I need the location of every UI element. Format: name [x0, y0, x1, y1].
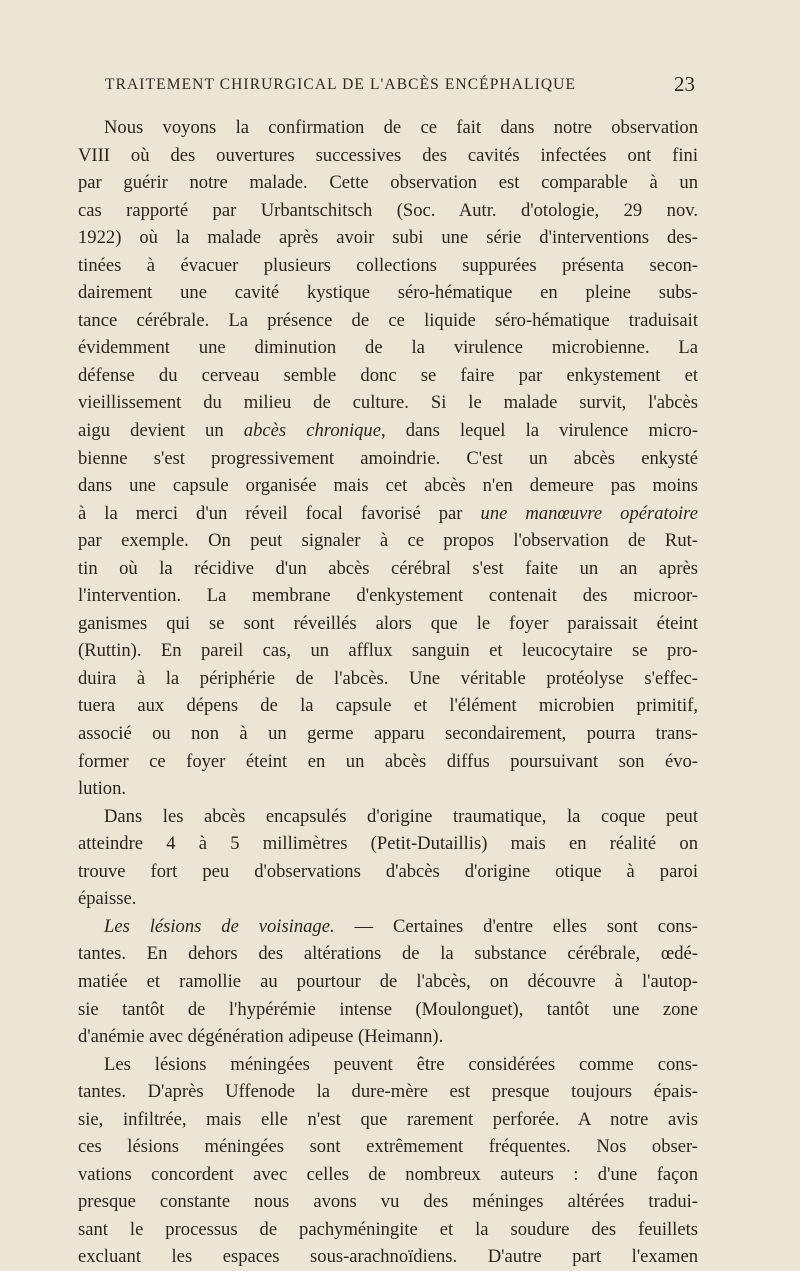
text-run: à la merci d'un réveil focal favorisé par: [78, 502, 481, 524]
italic-term: une manœuvre opératoire: [480, 502, 698, 524]
text-line: vations concordent avec celles de nombreux auteurs : d'une façon: [78, 1163, 698, 1185]
text-line: par exemple. On peut signaler à ce propos l'observation de Rut-: [78, 530, 698, 552]
text-line: matiée et ramollie au pourtour de l'abcès, on découvre à l'autop-: [78, 970, 698, 992]
text-line: atteindre 4 à 5 millimètres (Petit-Dutaillis) mais en réalité on: [78, 833, 698, 855]
text-line: défense du cerveau semble donc se faire par enkystement et: [78, 364, 698, 386]
text-line: associé ou non à un germe apparu secondairement, pourra trans-: [78, 723, 698, 745]
text-line: lution.: [78, 778, 127, 800]
body-text: [78, 114, 698, 1271]
text-run: aigu devient un: [78, 420, 244, 442]
page-header: [105, 72, 695, 102]
text-line: dans une capsule organisée mais cet abcès n'en demeure pas moins: [78, 475, 698, 497]
text-line: bienne s'est progressivement amoindrie. C'est un abcès enkysté: [78, 447, 698, 469]
text-line: VIII où des ouvertures successives des cavités infectées ont fini: [78, 144, 698, 166]
text-line: évidemment une diminution de la virulence microbienne. La: [78, 337, 698, 359]
text-line: duira à la périphérie de l'abcès. Une véritable protéolyse s'effec-: [78, 667, 698, 689]
text-line: tantes. En dehors des altérations de la substance cérébrale, œdé-: [78, 943, 698, 965]
text-line: [78, 417, 698, 445]
text-line: former ce foyer éteint en un abcès diffus poursuivant son évo-: [78, 750, 698, 772]
text-line: sie, infiltrée, mais elle n'est que rarement perforée. A notre avis: [78, 1108, 698, 1130]
text-line: d'anémie avec dégénération adipeuse (Heimann).: [78, 1026, 444, 1048]
text-line: [78, 913, 698, 941]
text-line: sant le processus de pachyméningite et la soudure des feuillets: [78, 1218, 698, 1240]
text-line: sie tantôt de l'hypérémie intense (Moulonguet), tantôt une zone: [78, 998, 698, 1020]
text-line: ces lésions méningées sont extrêmement fréquentes. Nos obser-: [78, 1136, 698, 1158]
text-line: tuera aux dépens de la capsule et l'élément microbien primitif,: [78, 695, 698, 717]
text-line: épaisse.: [78, 888, 137, 910]
text-line: cas rapporté par Urbantschitsch (Soc. Autr. d'otologie, 29 nov.: [78, 199, 698, 221]
text-line: ganismes qui se sont réveillés alors que le foyer paraissait éteint: [78, 612, 698, 634]
text-line: 1922) où la malade après avoir subi une série d'interventions des-: [78, 227, 698, 249]
text-line: vieillissement du milieu de culture. Si le malade survit, l'abcès: [78, 392, 698, 414]
text-run: — Certaines d'entre elles sont cons-: [334, 915, 698, 937]
text-line: Nous voyons la confirmation de ce fait dans notre observation: [104, 117, 698, 138]
text-line: Les lésions méningées peuvent être considérées comme cons-: [104, 1053, 698, 1075]
italic-term: abcès chronique: [243, 420, 381, 442]
text-line: excluant les espaces sous-arachnoïdiens. D'autre part l'examen: [78, 1246, 698, 1268]
text-line: par guérir notre malade. Cette observation est comparable à un: [78, 172, 698, 194]
text-line: Dans les abcès encapsulés d'origine traumatique, la coque peut: [104, 805, 698, 827]
section-heading: Les lésions de voisinage.: [104, 915, 335, 937]
text-line: l'intervention. La membrane d'enkystement contenait des microor-: [78, 585, 698, 607]
text-line: (Ruttin). En pareil cas, un afflux sanguin et leucocytaire se pro-: [78, 640, 698, 662]
text-line: dairement une cavité kystique séro-hématique en pleine subs-: [78, 282, 698, 304]
text-line: tinées à évacuer plusieurs collections suppurées présenta secon-: [78, 254, 698, 276]
text-line: presque constante nous avons vu des méninges altérées tradui-: [78, 1191, 698, 1213]
running-title: TRAITEMENT CHIRURGICAL DE L'ABCÈS ENCÉPHALIQUE: [105, 76, 577, 93]
text-line: trouve fort peu d'observations d'abcès d'origine otique à paroi: [78, 860, 698, 882]
page-number: 23: [674, 72, 695, 96]
text-line: tin où la récidive d'un abcès cérébral s'est faite un an après: [78, 557, 698, 579]
text-line: tantes. D'après Uffenode la dure-mère est presque toujours épais-: [78, 1081, 698, 1103]
text-run: , dans lequel la virulence micro-: [380, 420, 699, 442]
text-line: tance cérébrale. La présence de ce liquide séro-hématique traduisait: [78, 309, 698, 331]
text-line: [78, 500, 698, 528]
